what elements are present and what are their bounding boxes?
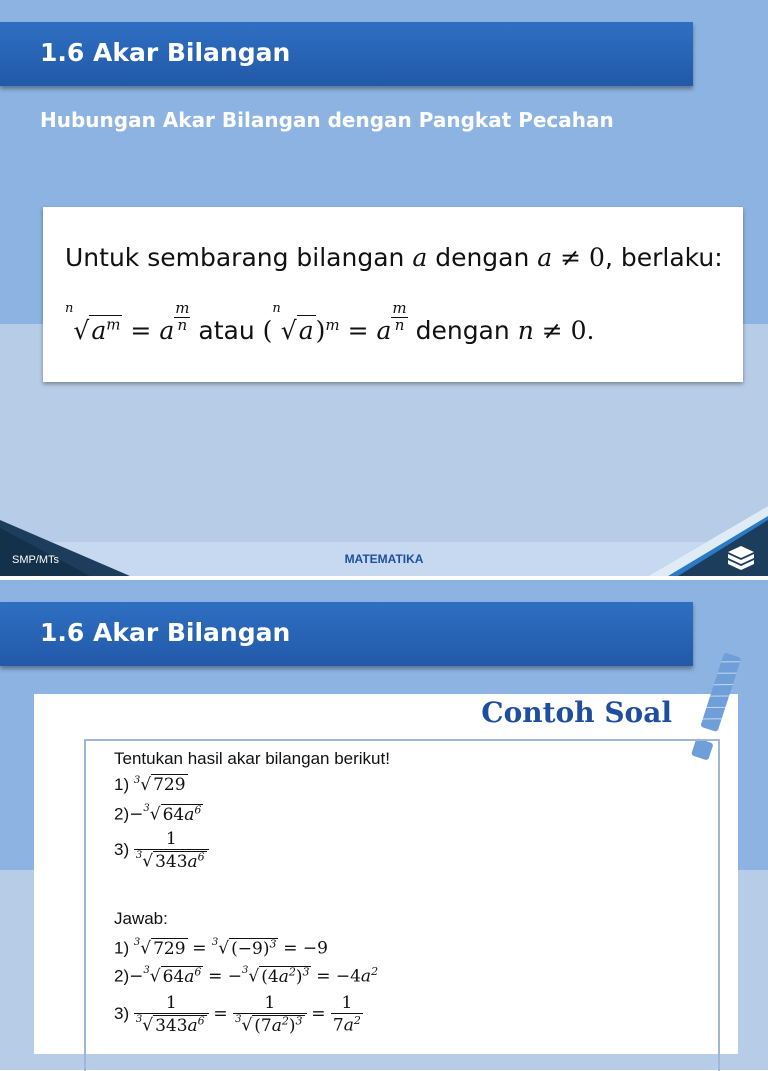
statement-intro: Untuk sembarang bilangan bbox=[65, 243, 405, 272]
slide-title: 1.6 Akar Bilangan bbox=[40, 618, 291, 647]
formula-statement-line: Untuk sembarang bilangan a dengan a ≠ 0, berlaku: bbox=[65, 243, 723, 272]
answer-3: 3) $\frac{1}{^3√ 343a^6}$ = $\frac{1}{^3√ (7a^2)^3}$ = $\frac{1}{7a^2}$ bbox=[114, 993, 361, 1036]
formula-box bbox=[43, 207, 743, 382]
answer-2: 2)−$^3$√ $64a^6 = -^3√$ $(4a^2)^3 = -4a^2$ bbox=[114, 965, 379, 987]
statement-berlaku: , berlaku: bbox=[604, 243, 723, 272]
footer-level-label: SMP/MTs bbox=[12, 554, 60, 566]
slide-subtitle: Hubungan Akar Bilangan dengan Pangkat Pecahan bbox=[40, 108, 614, 132]
question-3: 3) $\frac{1}{^3√ 343a^6}$ bbox=[114, 829, 209, 872]
footer-subject-label: MATEMATIKA bbox=[344, 552, 424, 566]
statement-dengan: dengan bbox=[435, 243, 530, 272]
answer-1: 1) $^3$√ 729 = $^3$√ $(-9)^3 = -9$ bbox=[114, 937, 328, 959]
neq-zero: ≠ 0 bbox=[560, 243, 605, 272]
title-bar bbox=[0, 22, 693, 86]
slide-2 bbox=[0, 576, 768, 1036]
footer-left-shape bbox=[0, 520, 130, 576]
problem-box bbox=[84, 739, 720, 1071]
example-card bbox=[34, 694, 738, 1054]
variable-a: a bbox=[412, 243, 428, 272]
formula-equation-line: $^n√a^m = a$ $\frac{m}{n}$ atau $(^n√a)^m = a$ $\frac{m}{n}$ dengan n ≠ 0. bbox=[65, 299, 595, 346]
example-heading: Contoh Soal bbox=[481, 696, 672, 729]
title-bar bbox=[0, 602, 693, 666]
book-logo-icon bbox=[724, 546, 758, 572]
question-2: 2)−$^3$√ $64a^6$ bbox=[114, 803, 202, 825]
formula-atau: atau bbox=[198, 316, 255, 346]
slide-title: 1.6 Akar Bilangan bbox=[40, 38, 291, 67]
variable-n: n bbox=[517, 316, 534, 346]
problem-prompt: Tentukan hasil akar bilangan berikut! bbox=[114, 749, 390, 768]
formula-dengan: dengan bbox=[415, 316, 510, 346]
neq-zero-end: ≠ 0. bbox=[541, 316, 595, 346]
question-1: 1) $^3$√ 729 bbox=[114, 775, 186, 795]
answer-label: Jawab: bbox=[114, 909, 168, 928]
